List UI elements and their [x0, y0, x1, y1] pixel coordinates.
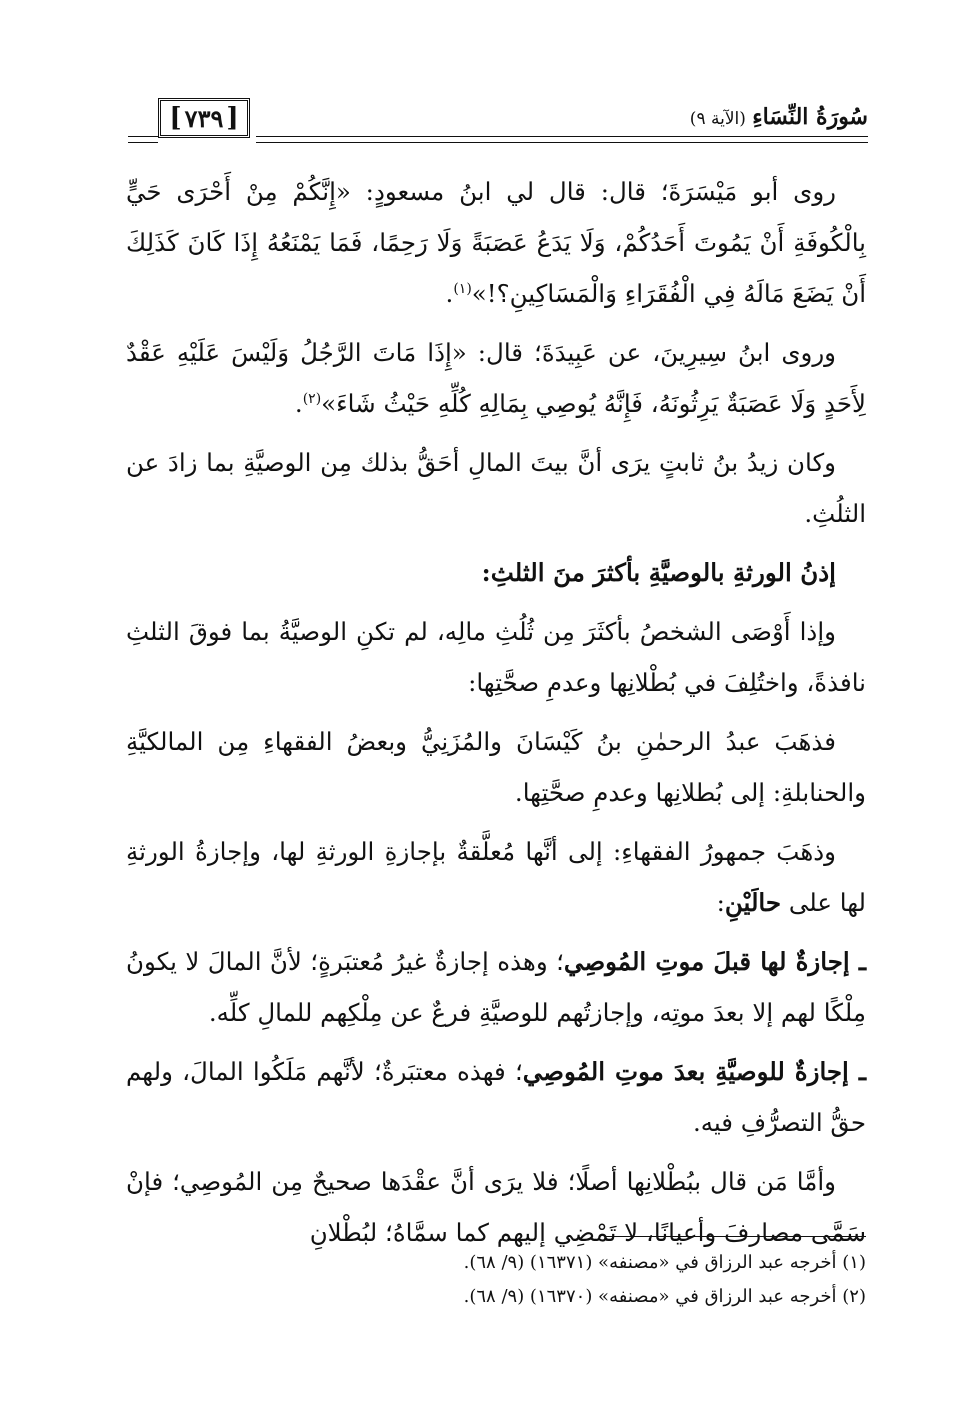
- footnote: (١) أخرجه عبد الرزاق في «مصنفه» (١٦٣٧١) (٩/ ٦٨).: [463, 1252, 866, 1273]
- paragraph: وروى ابنُ سِيرِينَ، عن عَبِيدَةَ؛ قال: «إِذَا مَاتَ الرَّجُلُ وَلَيْسَ عَلَيْهِ عَقْدٌ لِأَحَدٍ وَلَا عَصَبَةٌ يَرِثُونَهُ، فَإِنَّهُ يُوصِي بِمَالِهِ كُلِّهِ حَيْثُ شَاءَ»$^{(٢)}$.: [126, 338, 866, 418]
- paragraph: وكان زيدُ بنُ ثابتٍ يرَى أنَّ بيتَ المالِ أحَقُّ بذلك مِن الوصيَّةِ بما زادَ عن الثلُثِ.: [126, 448, 866, 528]
- page-number: ٧٣٩: [184, 103, 224, 133]
- page-body: [126, 166, 866, 1266]
- page-header: [128, 96, 868, 148]
- list-item: ـ إجازةٌ للوصيَّةِ بعدَ موتِ المُوصِي؛ فهذه معتبَرةٌ؛ لأنَّهم مَلَكُوا المالَ، ولهم حقُّ التصرُّفِ فيه.: [126, 1057, 866, 1137]
- footnote-ref: (١): [453, 280, 472, 297]
- footnotes: [126, 1246, 866, 1314]
- surah-name: سُورَةُ النِّسَاءِ: [752, 104, 868, 130]
- footnote-separator: [606, 1236, 866, 1237]
- bracket-right-icon: [: [226, 103, 239, 133]
- footnote-ref: (٢): [302, 390, 322, 407]
- paragraph: وأمَّا مَن قال ببُطْلانِها أصلًا؛ فلا يرَى أنَّ عقْدَها صحيحٌ مِن المُوصِي؛ فإنْ سَمَّى مصارفَ وأعيانًا، لا تَمْضِي إليهم كما سمَّاهُ؛ لبُطْلانِ: [126, 1167, 866, 1247]
- list-item: ـ إجازةٌ لها قبلَ موتِ المُوصِي؛ وهذه إجازةٌ غيرُ مُعتبَرةٍ؛ لأنَّ المالَ لا يكونُ مِلْكًا لهم إلا بعدَ موتِه، وإجازتُهم للوصيَّةِ فرعٌ عن مِلْكِهم للمالِ كلِّه.: [126, 947, 867, 1027]
- header-rule-top: [256, 136, 868, 137]
- bracket-left-icon: ]: [169, 103, 182, 133]
- header-rule-left-bottom: [128, 142, 158, 143]
- paragraph: وذهَبَ جمهورُ الفقهاءِ: إلى أنَّها مُعلَّقةٌ بإجازةِ الورثةِ لها، وإجازةُ الورثةِ لها على حالَيْنِ:: [126, 837, 866, 917]
- paragraph: روى أبو مَيْسَرَةَ؛ قال: قال لي ابنُ مسعودٍ: «إِنَّكُمْ مِنْ أَحْرَى حَيٍّ بِالْكُوفَةِ أَنْ يَمُوتَ أَحَدُكُمْ، وَلَا يَدَعُ عَصَبَةً وَلَا رَحِمًا، فَمَا يَمْنَعُهُ إِذَا كَانَ كَذَلِكَ أَنْ يَضَعَ مَالَهُ فِي الْفُقَرَاءِ وَالْمَسَاكِينِ؟!»$^{(١)}$.: [126, 177, 866, 308]
- running-title: [690, 96, 868, 138]
- bold-term: حالَيْنِ: [724, 888, 782, 917]
- paragraph: وإذا أَوْصَى الشخصُ بأكثَرَ مِن ثُلُثِ مالِه، لم تكنِ الوصيَّةُ بما فوقَ الثلثِ نافذةً، واختُلِفَ في بُطْلانِها وعدمِ صحَّتِها:: [126, 617, 866, 697]
- footnote: (٢) أخرجه عبد الرزاق في «مصنفه» (١٦٣٧٠) (٩/ ٦٨).: [463, 1286, 866, 1307]
- list-item-lead: ـ إجازةٌ للوصيَّةِ بعدَ موتِ المُوصِي: [522, 1057, 866, 1086]
- list-item-lead: ـ إجازةٌ لها قبلَ موتِ المُوصِي: [563, 947, 867, 976]
- ayah-reference: (الآية ٩): [689, 109, 746, 129]
- section-heading: إذنُ الورثةِ بالوصيَّةِ بأكثرَ منَ الثلثِ:: [481, 558, 836, 587]
- header-rule-left-top: [128, 136, 158, 137]
- header-rule-bottom: [256, 142, 868, 143]
- page-number-box: [158, 98, 250, 138]
- paragraph: فذهَبَ عبدُ الرحمٰنِ بنُ كَيْسَانَ والمُزَنِيُّ وبعضُ الفقهاءِ مِن المالكيَّةِ والحنابلةِ: إلى بُطلانِها وعدمِ صحَّتِها.: [126, 727, 866, 807]
